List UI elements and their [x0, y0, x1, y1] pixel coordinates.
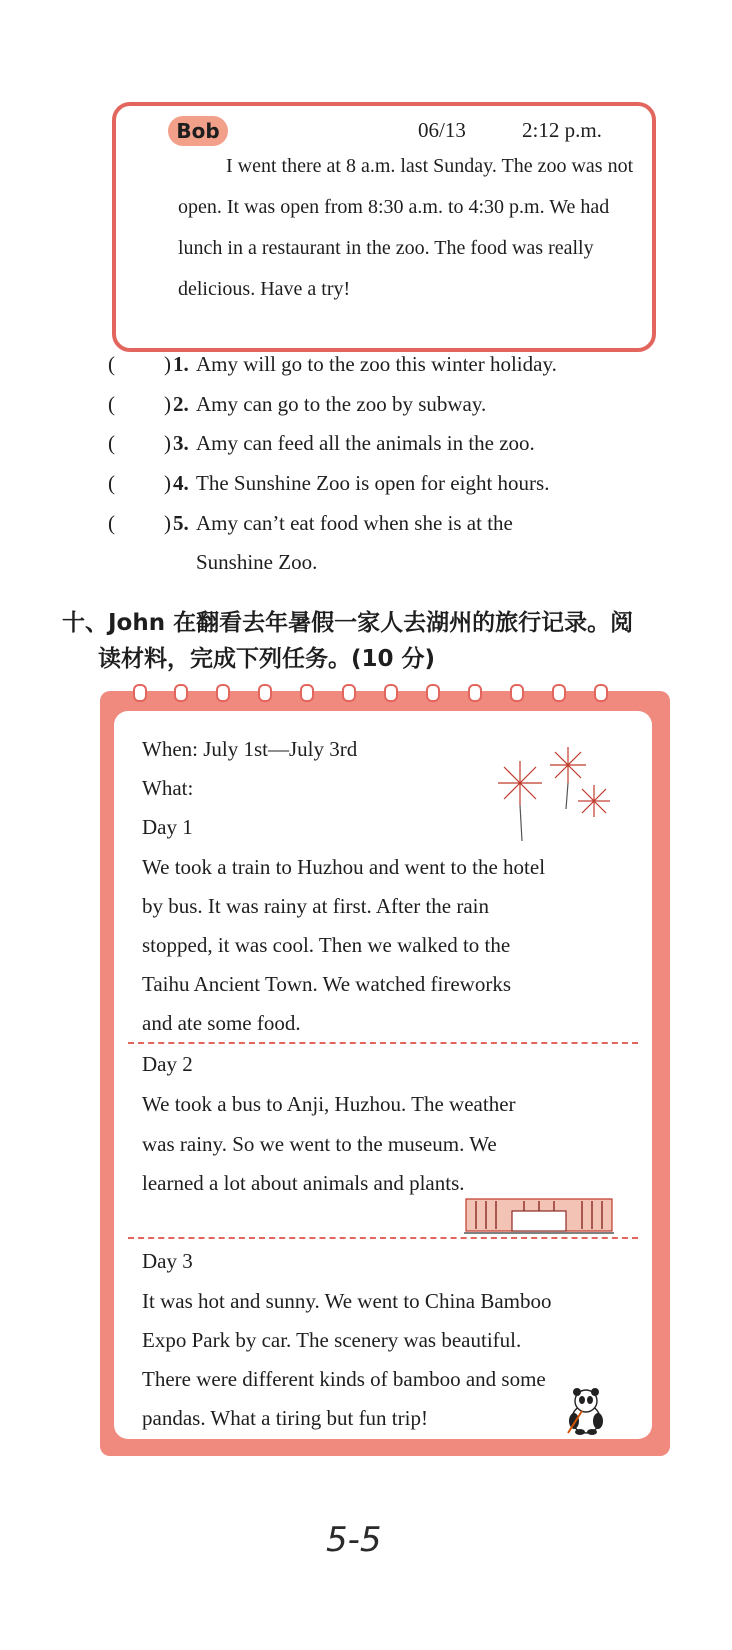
- answer-paren-close: ): [164, 352, 171, 376]
- answer-paren-open: (: [108, 392, 115, 416]
- day2-line: learned a lot about animals and plants.: [142, 1171, 465, 1195]
- when-line: When: July 1st—July 3rd: [142, 737, 358, 761]
- day2-line: We took a bus to Anji, Huzhou. The weather: [142, 1092, 516, 1116]
- sender-tag: Bob: [168, 116, 228, 146]
- question-text: Amy can go to the zoo by subway.: [196, 392, 487, 416]
- notebook-page: [114, 711, 652, 1439]
- question-number: 4.: [173, 471, 189, 495]
- answer-paren-close: ): [164, 471, 171, 495]
- question-number: 3.: [173, 431, 189, 455]
- answer-paren-open: (: [108, 352, 115, 376]
- message-text: I went there at 8 a.m. last Sunday. The zoo was not open. It was open from 8:30 a.m. to 4:30 p.m. We had lunch in a restaurant in the zoo. The food was really delicious. Have a try!: [178, 155, 634, 300]
- question-text-continued: Sunshine Zoo.: [196, 550, 318, 574]
- notebook-ring: [258, 684, 272, 702]
- notebook-ring: [384, 684, 398, 702]
- travel-notebook: [100, 691, 670, 1456]
- question-number: 2.: [173, 392, 189, 416]
- notebook-ring: [468, 684, 482, 702]
- day2-title: Day 2: [142, 1052, 193, 1076]
- question-number: 1.: [173, 352, 189, 376]
- bob-message-box: [112, 102, 656, 352]
- section-divider: [128, 1237, 638, 1239]
- answer-paren-open: (: [108, 471, 115, 495]
- section-heading-line2: 读材料，完成下列任务。(10 分): [98, 646, 436, 672]
- notebook-ring: [594, 684, 608, 702]
- day1-line: We took a train to Huzhou and went to the hotel: [142, 855, 546, 879]
- fireworks-icon: [482, 739, 622, 849]
- message-time: 2:12 p.m.: [522, 118, 602, 142]
- notebook-ring: [426, 684, 440, 702]
- answer-paren-close: ): [164, 431, 171, 455]
- page-number: 5-5: [326, 1520, 382, 1560]
- notebook-ring: [342, 684, 356, 702]
- question-text: The Sunshine Zoo is open for eight hours.: [196, 471, 550, 495]
- question-text: Amy can feed all the animals in the zoo.: [196, 431, 535, 455]
- section-divider: [128, 1042, 638, 1044]
- day1-line: stopped, it was cool. Then we walked to the: [142, 933, 511, 957]
- museum-icon: [464, 1193, 614, 1235]
- what-line: What:: [142, 776, 194, 800]
- notebook-ring: [174, 684, 188, 702]
- notebook-ring: [216, 684, 230, 702]
- question-text: Amy can’t eat food when she is at the: [196, 511, 513, 535]
- day1-line: by bus. It was rainy at first. After the rain: [142, 894, 489, 918]
- answer-paren-close: ): [164, 392, 171, 416]
- answer-paren-open: (: [108, 511, 115, 535]
- notebook-ring: [133, 684, 147, 702]
- day3-line: pandas. What a tiring but fun trip!: [142, 1406, 428, 1430]
- panda-icon: [562, 1387, 610, 1437]
- day3-line: Expo Park by car. The scenery was beautiful.: [142, 1328, 522, 1352]
- section-heading-line1: 十、John 在翻看去年暑假一家人去湖州的旅行记录。阅: [62, 610, 634, 636]
- answer-paren-open: (: [108, 431, 115, 455]
- day1-line: and ate some food.: [142, 1011, 301, 1035]
- day3-title: Day 3: [142, 1249, 193, 1273]
- question-number: 5.: [173, 511, 189, 535]
- message-date: 06/13: [418, 118, 466, 142]
- day2-line: was rainy. So we went to the museum. We: [142, 1132, 497, 1156]
- notebook-ring: [510, 684, 524, 702]
- answer-paren-close: ): [164, 511, 171, 535]
- notebook-ring: [552, 684, 566, 702]
- day3-line: It was hot and sunny. We went to China Bamboo: [142, 1289, 552, 1313]
- day1-title: Day 1: [142, 815, 193, 839]
- question-text: Amy will go to the zoo this winter holiday.: [196, 352, 557, 376]
- day1-line: Taihu Ancient Town. We watched fireworks: [142, 972, 511, 996]
- notebook-ring: [300, 684, 314, 702]
- day3-line: There were different kinds of bamboo and some: [142, 1367, 546, 1391]
